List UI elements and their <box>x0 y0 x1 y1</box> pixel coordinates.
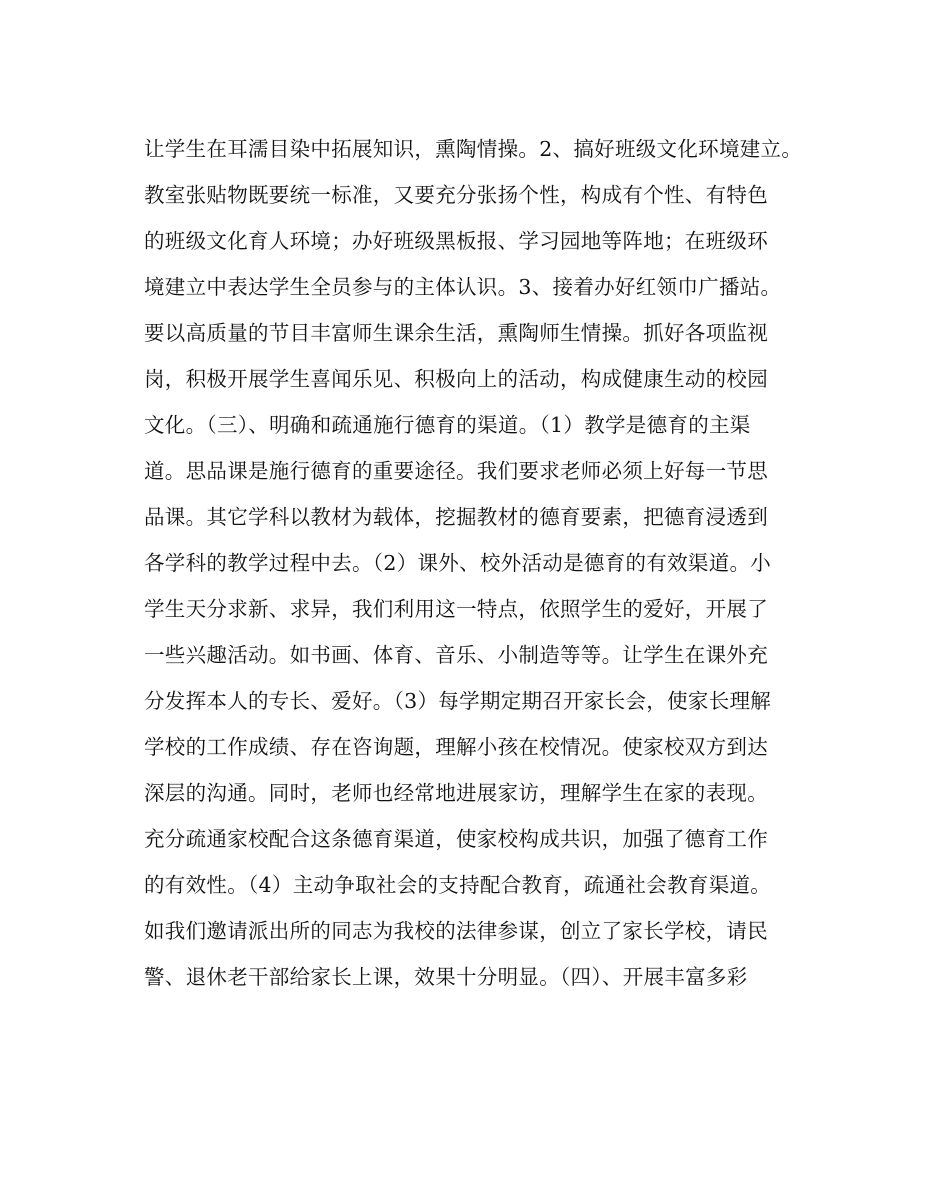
text-line: 学校的工作成绩、存在咨询题，理解小孩在校情况。使家校双方到达 <box>144 735 768 759</box>
text-line: 要以高质量的节目丰富师生课余生活，熏陶师生情操。抓好各项监视 <box>144 321 768 345</box>
text-line: 境建立中表达学生全员参与的主体认识。3、接着办好红领巾广播站。 <box>144 275 782 299</box>
text-line: 教室张贴物既要统一标准，又要充分张扬个性，构成有个性、有特色 <box>144 183 768 207</box>
text-line: 的班级文化育人环境；办好班级黑板报、学习园地等阵地；在班级环 <box>144 229 768 253</box>
text-line: 的有效性。（4）主动争取社会的支持配合教育，疏通社会教育渠道。 <box>144 873 772 897</box>
text-line: 学生天分求新、求异，我们利用这一特点，依照学生的爱好，开展了 <box>144 597 768 621</box>
text-line: 道。思品课是施行德育的重要途径。我们要求老师必须上好每一节思 <box>144 459 768 483</box>
text-line: 分发挥本人的专长、爱好。（3）每学期定期召开家长会，使家长理解 <box>144 689 772 713</box>
body-paragraph <box>144 126 844 1000</box>
text-line: 品课。其它学科以教材为载体，挖掘教材的德育要素，把德育浸透到 <box>144 505 768 529</box>
text-line: 深层的沟通。同时，老师也经常地进展家访，理解学生在家的表现。 <box>144 781 768 805</box>
text-line: 岗，积极开展学生喜闻乐见、积极向上的活动，构成健康生动的校园 <box>144 367 768 391</box>
text-line: 一些兴趣活动。如书画、体育、音乐、小制造等等。让学生在课外充 <box>144 643 768 667</box>
text-line: 警、退休老干部给家长上课，效果十分明显。（四）、开展丰富多彩 <box>144 965 748 989</box>
text-line: 各学科的教学过程中去。（2）课外、校外活动是德育的有效渠道。小 <box>144 551 772 575</box>
text-line: 如我们邀请派出所的同志为我校的法律参谋，创立了家长学校，请民 <box>144 919 768 943</box>
text-line: 充分疏通家校配合这条德育渠道，使家校构成共识，加强了德育工作 <box>144 827 768 851</box>
text-line: 让学生在耳濡目染中拓展知识，熏陶情操。2、搞好班级文化环境建立。 <box>144 137 803 161</box>
text-line: 文化。（三）、明确和疏通施行德育的渠道。（1）教学是德育的主渠 <box>144 413 751 437</box>
